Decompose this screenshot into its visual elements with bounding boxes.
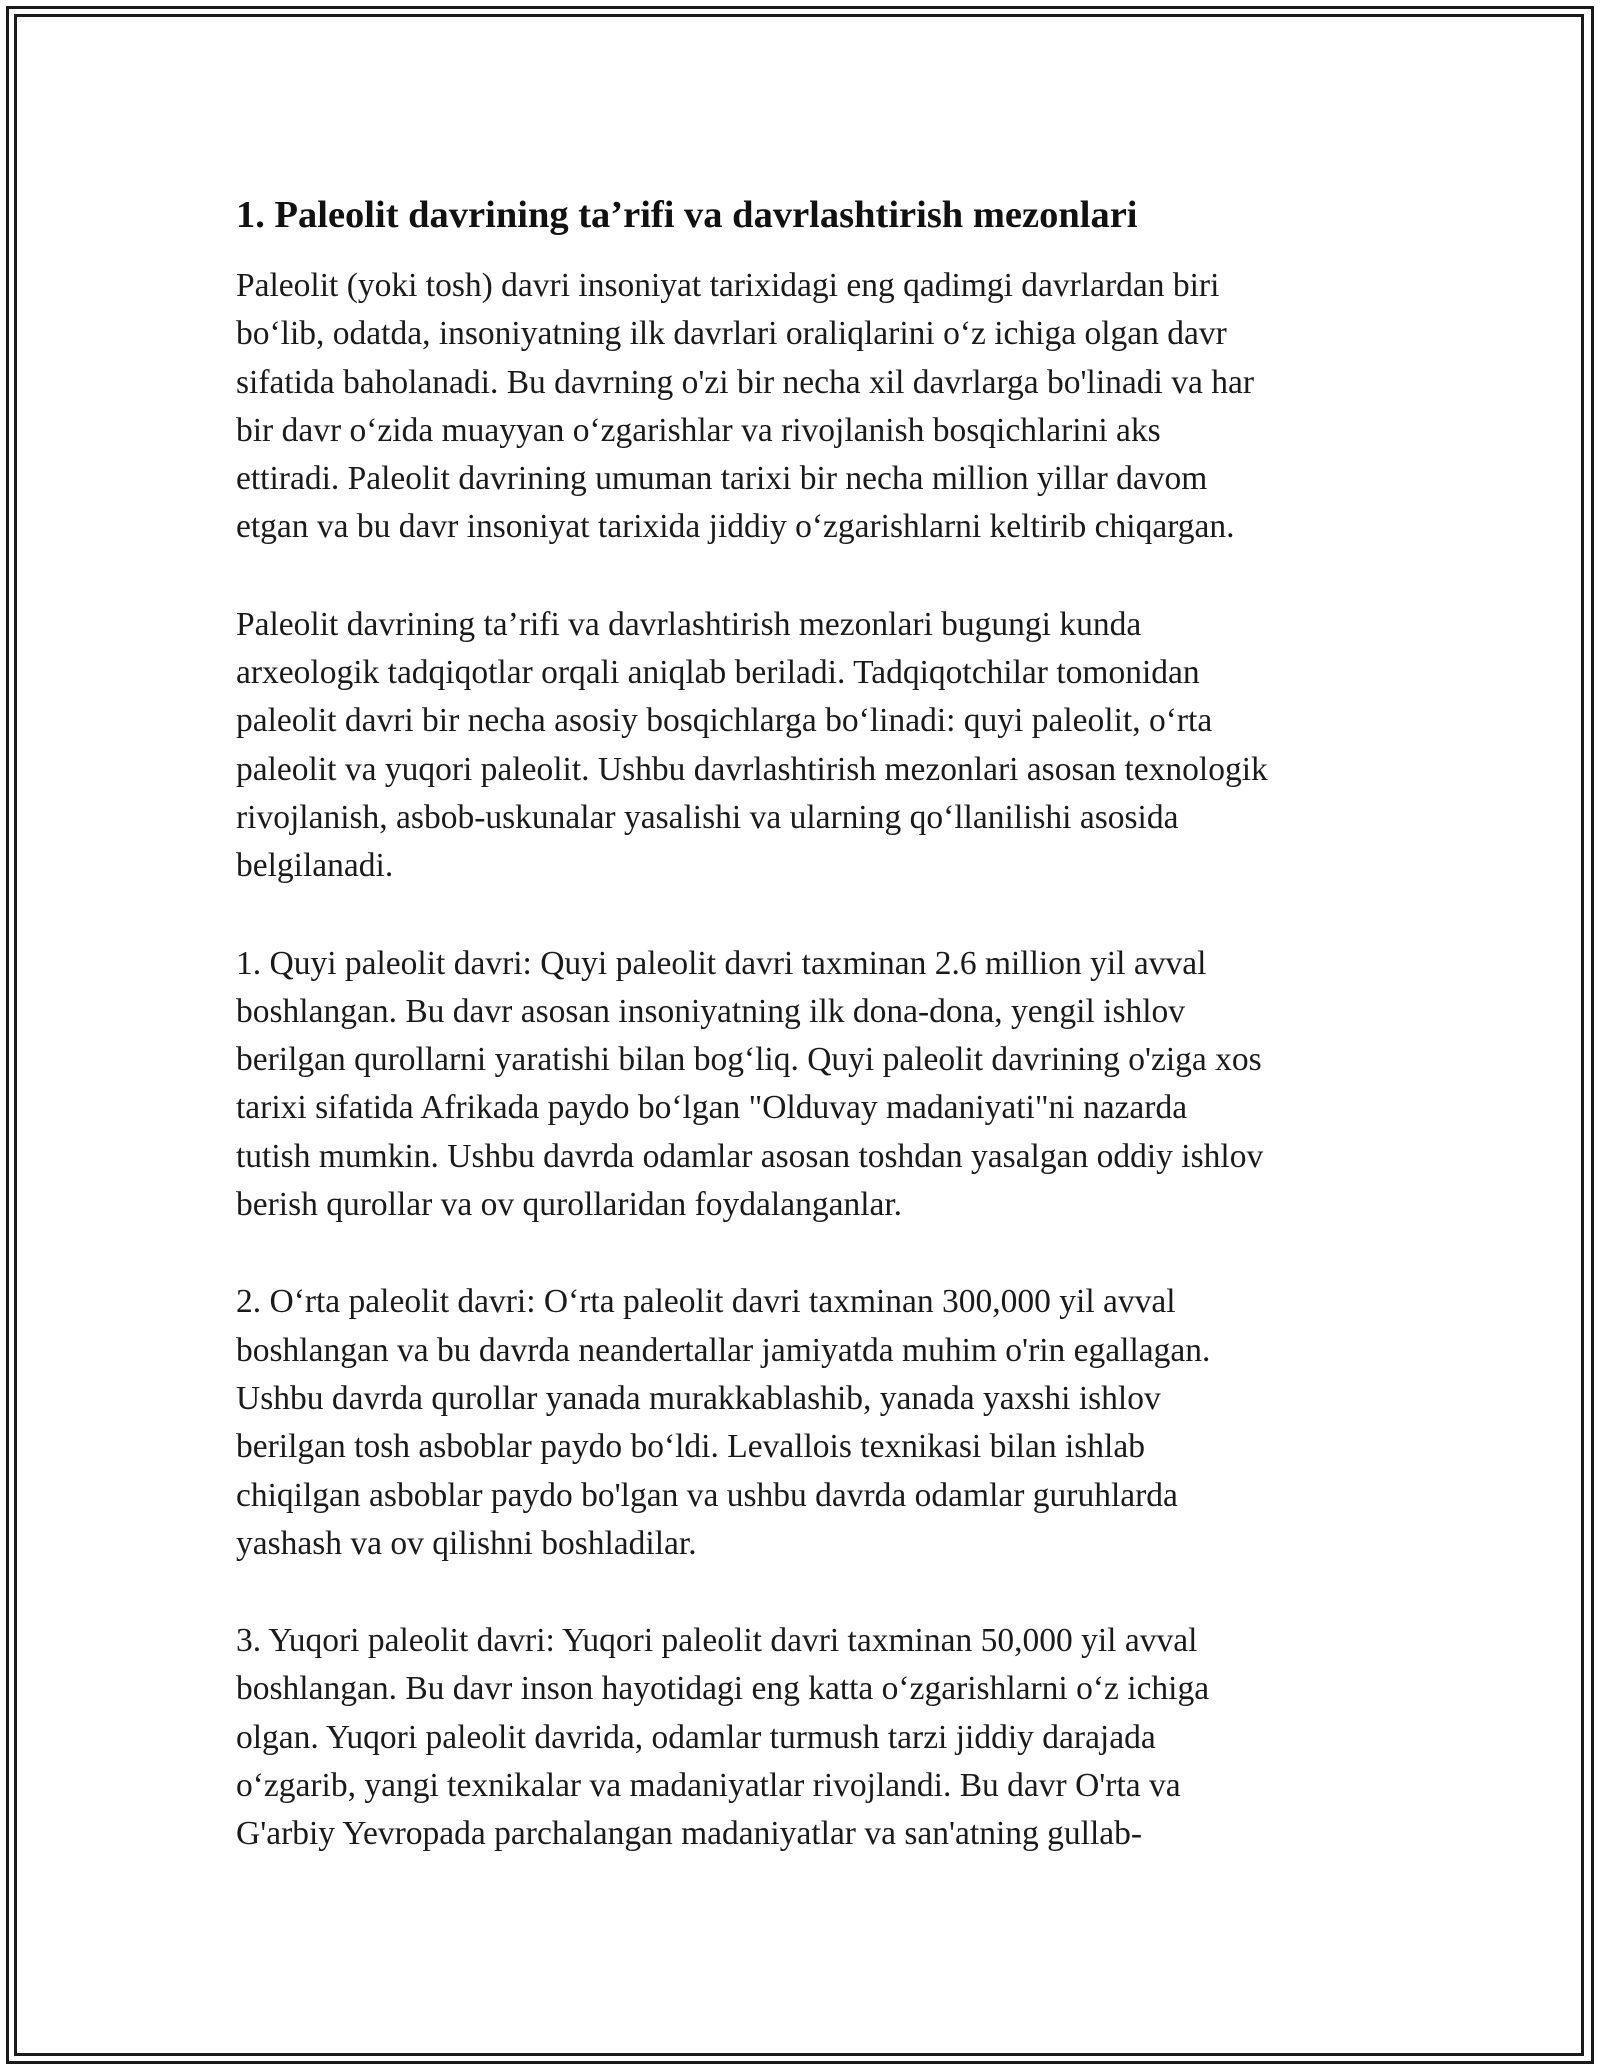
text-line: olgan. Yuqori paleolit davrida, odamlar turmush tarzi jiddiy darajada xyxy=(236,1718,1156,1756)
text-line: Paleolit davrining ta’rifi va davrlashtirish mezonlari bugungi kunda xyxy=(236,605,1142,643)
paragraph-middle-paleolithic xyxy=(236,1278,1386,1568)
paragraph-intro xyxy=(236,262,1386,552)
text-line: G'arbiy Yevropada parchalangan madaniyatlar va san'atning gullab- xyxy=(236,1815,1143,1853)
text-line: etgan va bu davr insoniyat tarixida jiddiy o‘zgarishlarni keltirib chiqargan. xyxy=(236,508,1235,546)
text-line: 2. O‘rta paleolit davri: O‘rta paleolit davri taxminan 300,000 yil avval xyxy=(236,1283,1176,1321)
text-line: berish qurollar va ov qurollaridan foydalanganlar. xyxy=(236,1186,903,1224)
text-line: tutish mumkin. Ushbu davrda odamlar asosan toshdan yasalgan oddiy ishlov xyxy=(236,1137,1264,1175)
text-line: rivojlanish, asbob-uskunalar yasalishi va ularning qo‘llanilishi asosida xyxy=(236,798,1179,836)
text-line: berilgan qurollarni yaratishi bilan bog‘liq. Quyi paleolit davrining o'ziga xos xyxy=(236,1041,1262,1079)
text-line: tarixi sifatida Afrikada paydo bo‘lgan "Olduvay madaniyati"ni nazarda xyxy=(236,1089,1188,1127)
text-line: sifatida baholanadi. Bu davrning o'zi bir necha xil davrlarga bo'linadi va har xyxy=(236,363,1254,401)
text-line: paleolit davri bir necha asosiy bosqichlarga bo‘linadi: quyi paleolit, o‘rta xyxy=(236,702,1213,740)
section-heading: 1. Paleolit davrining ta’rifi va davrlashtirish mezonlari xyxy=(236,194,1138,236)
text-line: 3. Yuqori paleolit davri: Yuqori paleolit davri taxminan 50,000 yil avval xyxy=(236,1622,1198,1660)
text-line: boshlangan va bu davrda neandertallar jamiyatda muhim o'rin egallagan. xyxy=(236,1331,1211,1369)
paragraph-lower-paleolithic xyxy=(236,940,1386,1230)
text-line: Paleolit (yoki tosh) davri insoniyat tarixidagi eng qadimgi davrlardan biri xyxy=(236,267,1220,304)
text-line: yashash va ov qilishni boshladilar. xyxy=(236,1524,697,1562)
text-line: chiqilgan asboblar paydo bo'lgan va ushbu davrda odamlar guruhlarda xyxy=(236,1476,1178,1514)
paragraph-criteria xyxy=(236,601,1386,891)
text-line: berilgan tosh asboblar paydo bo‘ldi. Levallois texnikasi bilan ishlab xyxy=(236,1428,1145,1466)
document-body xyxy=(236,190,1386,1908)
text-line: 1. Quyi paleolit davri: Quyi paleolit davri taxminan 2.6 million yil avval xyxy=(236,944,1207,982)
paragraph-upper-paleolithic xyxy=(236,1617,1386,1858)
text-line: o‘zgarib, yangi texnikalar va madaniyatlar rivojlandi. Bu davr O'rta va xyxy=(236,1767,1181,1805)
text-line: bo‘lib, odatda, insoniyatning ilk davrlari oraliqlarini o‘z ichiga olgan davr xyxy=(236,315,1227,353)
text-line: boshlangan. Bu davr inson hayotidagi eng katta o‘zgarishlarni o‘z ichiga xyxy=(236,1670,1210,1708)
text-line: ettiradi. Paleolit davrining umuman tarixi bir necha million yillar davom xyxy=(236,460,1208,498)
text-line: belgilanadi. xyxy=(236,847,394,885)
text-line: Ushbu davrda qurollar yanada murakkablashib, yanada yaxshi ishlov xyxy=(236,1379,1161,1417)
text-line: arxeologik tadqiqotlar orqali aniqlab beriladi. Tadqiqotchilar tomonidan xyxy=(236,654,1200,692)
text-line: boshlangan. Bu davr asosan insoniyatning ilk dona-dona, yengil ishlov xyxy=(236,992,1186,1030)
text-line: paleolit va yuqori paleolit. Ushbu davrlashtirish mezonlari asosan texnologik xyxy=(236,750,1268,788)
text-line: bir davr o‘zida muayyan o‘zgarishlar va rivojlanish bosqichlarini aks xyxy=(236,411,1161,449)
